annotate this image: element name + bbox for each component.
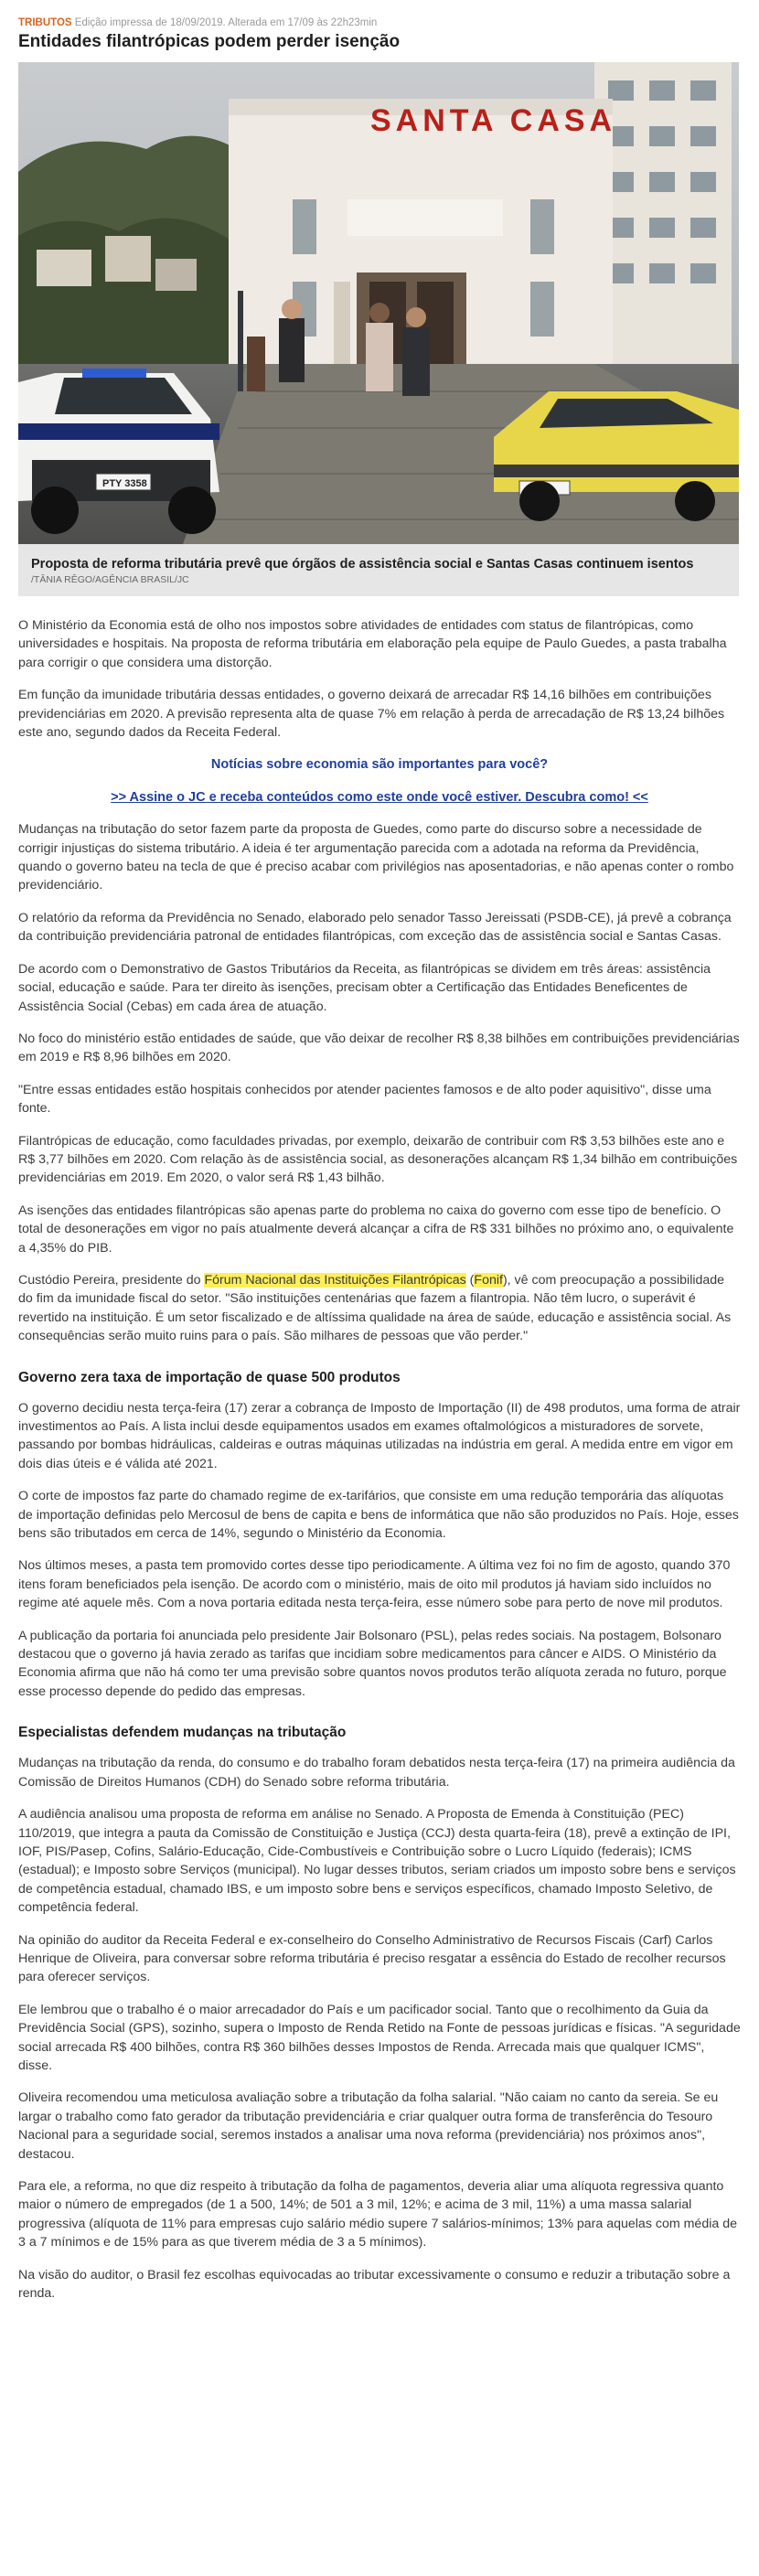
article-photo [18,62,739,544]
edition-info: Edição impressa de 18/09/2019. Alterada em 17/09 às 22h23min [74,17,378,28]
paragraph: Na visão do auditor, o Brasil fez escolhas equivocadas ao tributar excessivamente o consumo e reduzir a tributação sobre a renda. [18,2267,731,2302]
paragraph: O governo decidiu nesta terça-feira (17) zerar a cobrança de Imposto de Importação (II) de 498 produtos, uma forma de atrair investimentos ao País. A lista inclui desde equipamentos usados em exames oftalmológicos a misturadores de sorvete, passando por bombas hidráulicas, caldeiras e outras máquinas utilizadas na indústria em geral. A medida entre em vigor em dois dias úteis e é válida até 2021. [18,1400,741,1471]
caption-text: Proposta de reforma tributária prevê que órgãos de assistência social e Santas Casas continuem isentos [31,557,694,572]
paragraph: A audiência analisou uma proposta de reforma em análise no Senado. A Proposta de Emenda à Constituição (PEC) 110/2019, que integra a pauta da Comissão de Constituição e Justiça (CCJ) desta quarta-feira (18), prevê a extinção de IPI, IOF, PIS/Pasep, Cofins, Salário-Educação, Cide-Combustíveis e Contribuição sobre o Lucro Líquido (federais); ICMS (estadual); e Imposto sobre Serviços (municipal). No lugar desses tributos, seriam criados um imposto sobre bens e serviços de competência estadual, chamado IBS, e um imposto sobre bens e serviços específicos, chamado Imposto Seletivo, de competência federal. [18,1807,736,1916]
paragraph [18,1271,741,1346]
paragraph: Em função da imunidade tributária dessas entidades, o governo deixará de arrecadar R$ 14,16 bilhões em contribuições previdenciárias em 2020. A previsão representa alta de quase 7% em relação à perda de arrecadação de R$ 13,24 bilhões este ano, segundo dados da Receita Federal. [18,688,725,741]
paragraph: De acordo com o Demonstrativo de Gastos Tributários da Receita, as filantrópicas se dividem em três áreas: assistência social, educação e saúde. Para ter direito às isenções, precisam obter a Certificação das Entidades Beneficentes de Assistência Social (Cebas) em cada área de atuação. [18,961,711,1014]
photo-caption [18,544,739,596]
text-span: Custódio Pereira, presidente do [18,1272,205,1288]
category-link[interactable]: TRIBUTOS [18,17,72,28]
santa-casa-photo [18,62,739,544]
highlighted-entity-link[interactable]: Fonif [474,1272,503,1288]
paragraph: Ele lembrou que o trabalho é o maior arrecadador do País e um pacificador social. Tanto que o recolhimento da Guia da Previdência Social (GPS), sozinho, supera o Imposto de Renda Retido na Fonte de pessoas jurídicas e físicas. "A seguridade social arrecada R$ 400 bilhões, contra R$ 360 bilhões desses Impostos de Renda. Arrecada mais que qualquer ICMS", disse. [18,2002,741,2073]
article-body [18,616,759,2303]
text-span: ( [465,1272,475,1288]
paragraph: Oliveira recomendou uma meticulosa avaliação sobre a tributação da folha salarial. "Não caiam no canto da sereia. Se eu largar o trabalho como fato gerador da tributação previdenciária e criar qualquer outra forma de transferência do Tesouro Nacional para a seguridade social, seremos instados a analisar uma nova reforma (previdenciária) nos próximos anos", destacou. [18,2090,719,2162]
paragraph: Filantrópicas de educação, como faculdades privadas, por exemplo, deixarão de contribuir com R$ 3,53 bilhões este ano e R$ 3,77 bilhões em 2020. Com relação às de assistência social, as desonerações alcançam R$ 1,34 bilhão em contribuições previdenciárias em 2019. Em 2020, o valor será R$ 1,43 bilhão. [18,1133,738,1186]
article-container [18,0,759,2303]
paragraph: Nos últimos meses, a pasta tem promovido cortes desse tipo periodicamente. A última vez foi no fim de agosto, quando 370 itens foram beneficiados pela isenção. De acordo com o ministério, mais de oito mil produtos já haviam sido incluídos no regime até aquele mês. Com a nova portaria editada nesta terça-feira, esse número sobe para perto de nove mil produtos. [18,1558,731,1611]
santa-casa-sign: SANTA CASA [370,103,617,138]
promo-question: Notícias sobre economia são importantes para você? [210,757,549,773]
section-heading: Especialistas defendem mudanças na tributação [18,1725,347,1741]
paragraph: O relatório da reforma da Previdência no Senado, elaborado pelo senador Tasso Jereissati (PSDB-CE), já prevê a cobrança da contribuição previdenciária patronal de entidades filantrópicas, com exceção das de assistência social e Santas Casas. [18,910,732,945]
section-heading: Governo zera taxa de importação de quase 500 produtos [18,1369,401,1385]
highlighted-entity-link[interactable]: Fórum Nacional das Instituições Filantrópicas [204,1272,466,1288]
paragraph: Para ele, a reforma, no que diz respeito à tributação da folha de pagamentos, deveria aliar uma alíquota regressiva quanto maior o número de empregados (de 1 a 500, 14%; de 501 a 3 mil, 12%; e acima de 3 mil, 11%) a uma massa salarial progressiva (alíquota de 11% para empresas cujo salário médio supere 7 salários-mínimos; 13% para aquelas com média de 3 a 7 mínimos e de 15% para as que tiverem média de 3 a 5 mínimos). [18,2179,737,2250]
subscribe-link[interactable]: >> Assine o JC e receba conteúdos como este onde você estiver. Descubra como! << [111,789,648,805]
photo-credit: /TÂNIA RÊGO/AGÊNCIA BRASIL/JC [31,574,189,585]
paragraph: Mudanças na tributação do setor fazem parte da proposta de Guedes, como parte do discurso sobre a necessidade de corrigir injustiças do sistema tributário. A ideia é ter argumentação parecida com a adotada na reforma da Previdência, quando o governo bateu na tecla de que é preciso acabar com privilégios nas aposentadorias, e não apenas conter o rombo previdenciário. [18,822,734,893]
text-span: ), vê com preocupação a possibilidade do fim da imunidade fiscal do setor. "São instituições centenárias que fazem a filantropia. Não têm lucro, o superávit é revertido na instituição. É um setor fiscalizado e de altíssima qualidade na área de saúde, educação e assistência social. As consequências serão muito ruins para o país. São milhares de pessoas que vão perder." [18,1272,732,1344]
paragraph: No foco do ministério estão entidades de saúde, que vão deixar de recolher R$ 8,38 bilhões em contribuições previdenciárias em 2019 e R$ 8,96 bilhões em 2020. [18,1031,740,1065]
article-meta [18,16,759,29]
article-title: Entidades filantrópicas podem perder isenção [18,32,401,51]
license-plate: PTY 3358 [102,478,147,489]
paragraph: Na opinião do auditor da Receita Federal e ex-conselheiro do Conselho Administrativo de Recursos Fiscais (Carf) Carlos Henrique de Oliveira, para conversar sobre reforma tributária é preciso resgatar a essência do Estado de recolher recursos para oferecer serviços. [18,1932,726,1985]
paragraph: O corte de impostos faz parte do chamado regime de ex-tarifários, que consiste em uma redução temporária das alíquotas de importação definidas pelo Mercosul de bens de capita e bens de informática que não são produzidos no País. Hoje, esses bens são tributados em cerca de 14%, segundo o Ministério da Economia. [18,1489,739,1542]
paragraph: Mudanças na tributação da renda, do consumo e do trabalho foram debatidos nesta terça-feira (17) na primeira audiência da Comissão de Direitos Humanos (CDH) do Senado sobre reforma tributária. [18,1756,735,1790]
paragraph: As isenções das entidades filantrópicas são apenas parte do problema no caixa do governo com esse tipo de benefício. O total de desonerações em vigor no país atualmente deverá alcançar a cifra de R$ 331 bilhões no próximo ano, o equivalente a 4,35% do PIB. [18,1202,734,1256]
paragraph: O Ministério da Economia está de olho nos impostos sobre atividades de entidades com status de filantrópicas, como universidades e hospitais. Na proposta de reforma tributária em elaboração pela equipe de Paulo Guedes, a pasta trabalha para corrigir o que considera uma distorção. [18,618,727,670]
paragraph: A publicação da portaria foi anunciada pelo presidente Jair Bolsonaro (PSL), pelas redes sociais. Na postagem, Bolsonaro destacou que o governo já havia zerado as tarifas que incidiam sobre medicamentos para câncer e AIDS. O Ministério da Economia afirma que não há como ter uma previsão sobre quantos novos produtos terão alíquota zerada no futuro, porque esse processo depende do pedido das empresas. [18,1628,727,1699]
paragraph: "Entre essas entidades estão hospitais conhecidos por atender pacientes famosos e de alto poder aquisitivo", disse uma fonte. [18,1082,711,1117]
